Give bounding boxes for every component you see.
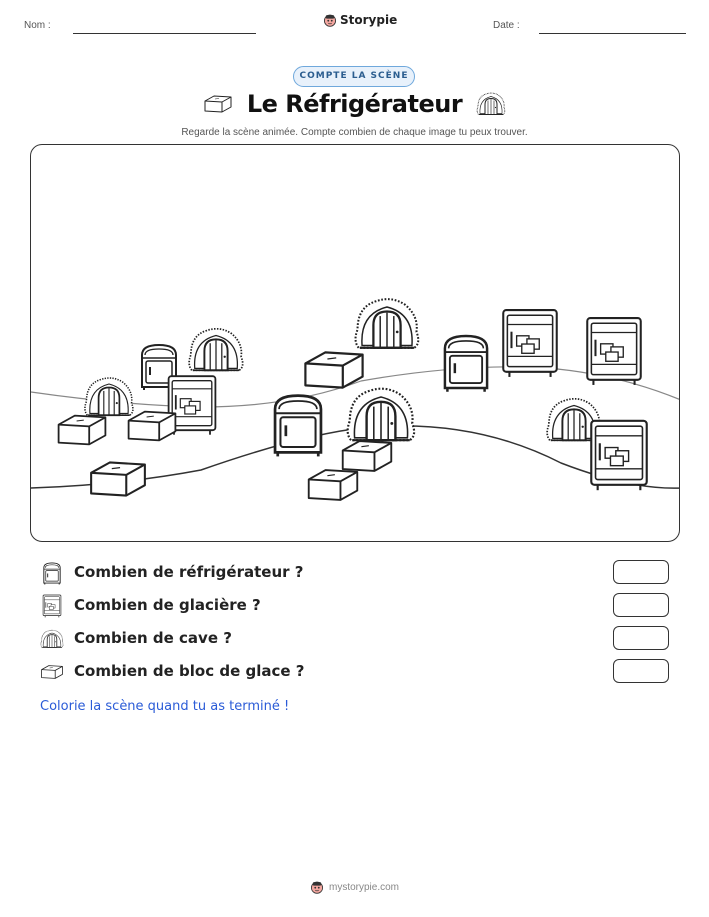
ice-block-icon (203, 93, 233, 115)
ice-block-icon (40, 660, 64, 684)
page-subtitle: Regarde la scène animée. Compte combien de chaque image tu peux trouver. (181, 127, 528, 138)
cooler-icon (503, 310, 556, 377)
footer-url: mystorypie.com (328, 881, 399, 893)
question-text: Combien de glacière ? (74, 596, 261, 614)
section-badge: COMPTE LA SCÈNE (293, 66, 415, 87)
ice-block-icon (59, 416, 106, 445)
name-line[interactable] (73, 33, 256, 34)
cooler-icon (40, 594, 64, 618)
counting-scene (30, 144, 680, 542)
ice-block-icon (305, 352, 362, 387)
question-text: Combien de cave ? (74, 629, 232, 647)
page-title: Le Réfrigérateur (246, 90, 463, 118)
ice-block-icon (129, 412, 176, 441)
cave-icon (40, 627, 64, 651)
ice-block-icon (309, 470, 358, 500)
question-row-ice-block (40, 659, 670, 685)
answer-box[interactable] (613, 626, 669, 650)
brand-logo (323, 13, 397, 27)
name-label: Nom : (24, 20, 51, 31)
cave-icon (189, 329, 243, 370)
answer-box[interactable] (613, 593, 669, 617)
storypie-mascot-icon (323, 13, 337, 27)
closing-note: Colorie la scène quand tu as terminé ! (40, 699, 290, 714)
footer (0, 880, 709, 894)
answer-box[interactable] (613, 659, 669, 683)
cave-icon (476, 91, 506, 117)
fridge-icon (40, 561, 64, 585)
cooler-icon (591, 421, 646, 490)
storypie-mascot-icon (310, 880, 324, 894)
question-row-cooler (40, 593, 670, 619)
brand-name: Storypie (340, 13, 398, 27)
date-label: Date : (493, 20, 520, 31)
cave-icon (85, 378, 133, 415)
question-text: Combien de bloc de glace ? (74, 662, 305, 680)
cave-icon (356, 299, 419, 348)
question-row-cave (40, 626, 670, 652)
scene-drawing (31, 145, 680, 542)
question-row-fridge (40, 560, 670, 586)
fridge-icon (275, 396, 321, 457)
fridge-icon (445, 336, 487, 392)
date-line[interactable] (539, 33, 686, 34)
title-row (0, 90, 709, 118)
cooler-icon (587, 318, 640, 385)
ice-block-icon (91, 462, 145, 495)
ice-block-icon (343, 441, 392, 471)
question-text: Combien de réfrigérateur ? (74, 563, 304, 581)
cave-icon (348, 389, 414, 441)
answer-box[interactable] (613, 560, 669, 584)
